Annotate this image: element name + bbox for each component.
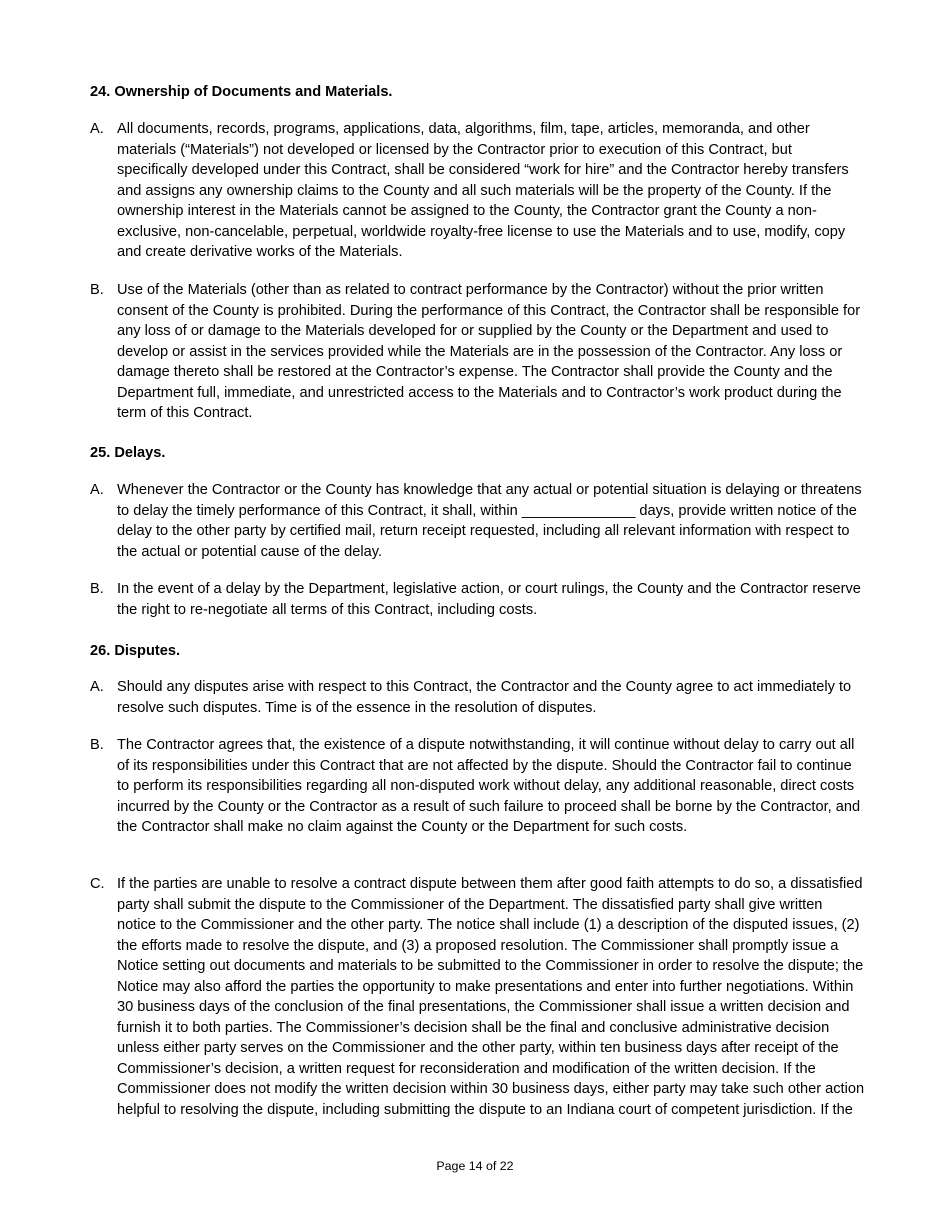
clause-text: In the event of a delay by the Department, legislative action, or court rulings, the County and the Contractor reserve the right to re-negotiate all terms of this Contract, including costs. bbox=[117, 581, 861, 618]
section-heading-24: 24. Ownership of Documents and Materials. bbox=[90, 84, 393, 100]
clause-text: All documents, records, programs, applications, data, algorithms, film, tape, articles, memoranda, and other materials (“Materials”) not developed or licensed by the Contractor prior to execution of this Contract, but specifically developed under this Contract, shall be considered “work for hire” and the Contractor hereby transfers and assigns any ownership claims to the County and all such materials will be the property of the County. If the ownership interest in the Materials cannot be assigned to the County, the Contractor grant the County a non-exclusive, non-cancelable, perpetual, worldwide royalty-free license to use the Materials and to use, modify, copy and create derivative works of the Materials. bbox=[117, 121, 849, 260]
section-heading-26: 26. Disputes. bbox=[90, 643, 181, 659]
clause-letter: A. bbox=[90, 679, 104, 695]
page-number: Page 14 of 22 bbox=[436, 1159, 514, 1173]
clause-text: Use of the Materials (other than as related to contract performance by the Contractor) without the prior written consent of the County is prohibited. During the performance of this Contract, the Contractor shall be responsible for any loss of or damage to the Materials developed for or supplied by the County or the Department and used to develop or assist in the services provided while the Materials are in the possession of the Contractor. Any loss or damage thereto shall be restored at the Contractor’s expense. The Contractor shall provide the County and the Department full, immediate, and unrestricted access to the Materials and to Contractor’s work product during the term of this Contract. bbox=[117, 282, 861, 421]
clause-24-b bbox=[90, 280, 865, 424]
clause-letter: A. bbox=[90, 121, 104, 137]
clause-25-b bbox=[90, 579, 865, 620]
clause-letter: B. bbox=[90, 737, 104, 753]
clause-letter: A. bbox=[90, 482, 104, 498]
clause-letter: B. bbox=[90, 581, 104, 597]
clause-text: If the parties are unable to resolve a contract dispute between them after good faith attempts to do so, a dissatisfied party shall submit the dispute to the Commissioner of the Department. The dissatisfied party shall give written notice to the Commissioner and the other party. The notice shall include (1) a description of the disputed issues, (2) the efforts made to resolve the dispute, and (3) a proposed resolution. The Commissioner shall promptly issue a Notice setting out documents and materials to be submitted to the Commissioner in order to resolve the dispute; the Notice may also afford the parties the opportunity to make presentations and enter into further negotiations. Within 30 business days of the conclusion of the final presentations, the Commissioner shall issue a written decision and furnish it to both parties. The Commissioner’s decision shall be the final and conclusive administrative decision unless either party serves on the Commissioner and the other party, within ten business days after receipt of the Commissioner’s decision, a written request for reconsideration and modification of the written decision. If the Commissioner does not modify the written decision within 30 business days, either party may take such other action helpful to resolving the dispute, including submitting the dispute to an Indiana court of competent jurisdiction. If the bbox=[117, 876, 865, 1118]
clause-26-b bbox=[90, 735, 865, 838]
clause-text: Should any disputes arise with respect to this Contract, the Contractor and the County agree to act immediately to resolve such disputes. Time is of the essence in the resolution of disputes. bbox=[117, 679, 852, 716]
clause-26-c bbox=[90, 874, 865, 1120]
clause-text: Whenever the Contractor or the County has knowledge that any actual or potential situation is delaying or threatens to delay the timely performance of this Contract, it shall, within ______________ days, provide written notice of the delay to the other party by certified mail, return receipt requested, including all relevant information with respect to the actual or potential cause of the delay. bbox=[117, 482, 862, 560]
clause-text: The Contractor agrees that, the existence of a dispute notwithstanding, it will continue without delay to carry out all of its responsibilities under this Contract that are not affected by the dispute. Should the Contractor fail to continue to perform its responsibilities regarding all non-disputed work without delay, any additional reasonable, direct costs incurred by the County or the Contractor as a result of such failure to proceed shall be borne by the Contractor, and the Contractor shall make no claim against the County or the Department for such costs. bbox=[117, 737, 861, 835]
clause-letter: B. bbox=[90, 282, 104, 298]
clause-26-a bbox=[90, 677, 865, 718]
clause-letter: C. bbox=[90, 876, 105, 892]
section-heading-25: 25. Delays. bbox=[90, 445, 166, 461]
clause-24-a bbox=[90, 119, 865, 263]
clause-25-a bbox=[90, 480, 865, 562]
